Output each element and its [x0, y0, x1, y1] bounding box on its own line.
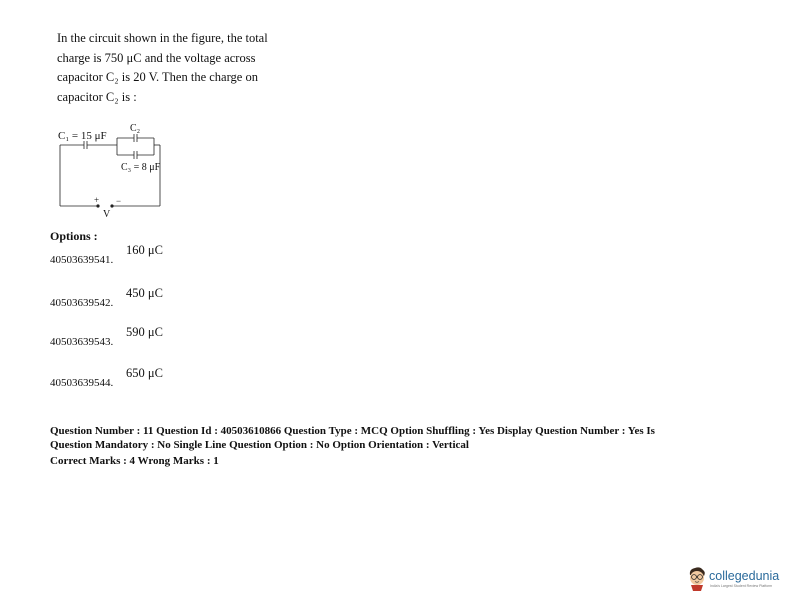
question-line-1: In the circuit shown in the figure, the total: [57, 31, 268, 45]
c1-label: C₁ = 15 μF: [58, 130, 107, 142]
option-id: 40503639541.: [50, 254, 114, 266]
meta-line-2: Question Mandatory : No Single Line Question Option : No Option Orientation : Vertical: [50, 438, 469, 451]
minus-label: −: [116, 196, 122, 206]
option-value: 590 μC: [126, 325, 163, 339]
option-value: 650 μC: [126, 366, 163, 380]
circuit-diagram: [54, 118, 174, 218]
v-label: V: [103, 209, 111, 218]
c3-label: C₃ = 8 μF: [121, 162, 161, 173]
terminal-negative: [110, 204, 113, 207]
option-value: 160 μC: [126, 243, 163, 257]
c2-label: C₂: [130, 123, 141, 134]
option-id: 40503639542.: [50, 297, 114, 309]
options-label: Options :: [50, 229, 98, 243]
option-value: 450 μC: [126, 286, 163, 300]
mascot-icon: [686, 566, 708, 592]
question-line-2: charge is 750 μC and the voltage across: [57, 50, 256, 65]
plus-label: +: [94, 195, 100, 205]
question-line-3: capacitor C₂ is 20 V. Then the charge on: [57, 70, 258, 84]
question-text: [57, 29, 307, 107]
marks-line: Correct Marks : 4 Wrong Marks : 1: [50, 455, 219, 467]
option-id: 40503639543.: [50, 336, 114, 348]
question-line-4: capacitor C₂ is :: [57, 89, 137, 104]
meta-line-1: Question Number : 11 Question Id : 40503610866 Question Type : MCQ Option Shuffling : Yes Display Question Number : Yes Is: [50, 425, 655, 437]
question-metadata: [50, 425, 750, 469]
brand-tagline: India's Largest Student Review Platform: [710, 584, 773, 588]
option-id: 40503639544.: [50, 377, 114, 389]
brand-name: collegedunia: [709, 569, 780, 583]
